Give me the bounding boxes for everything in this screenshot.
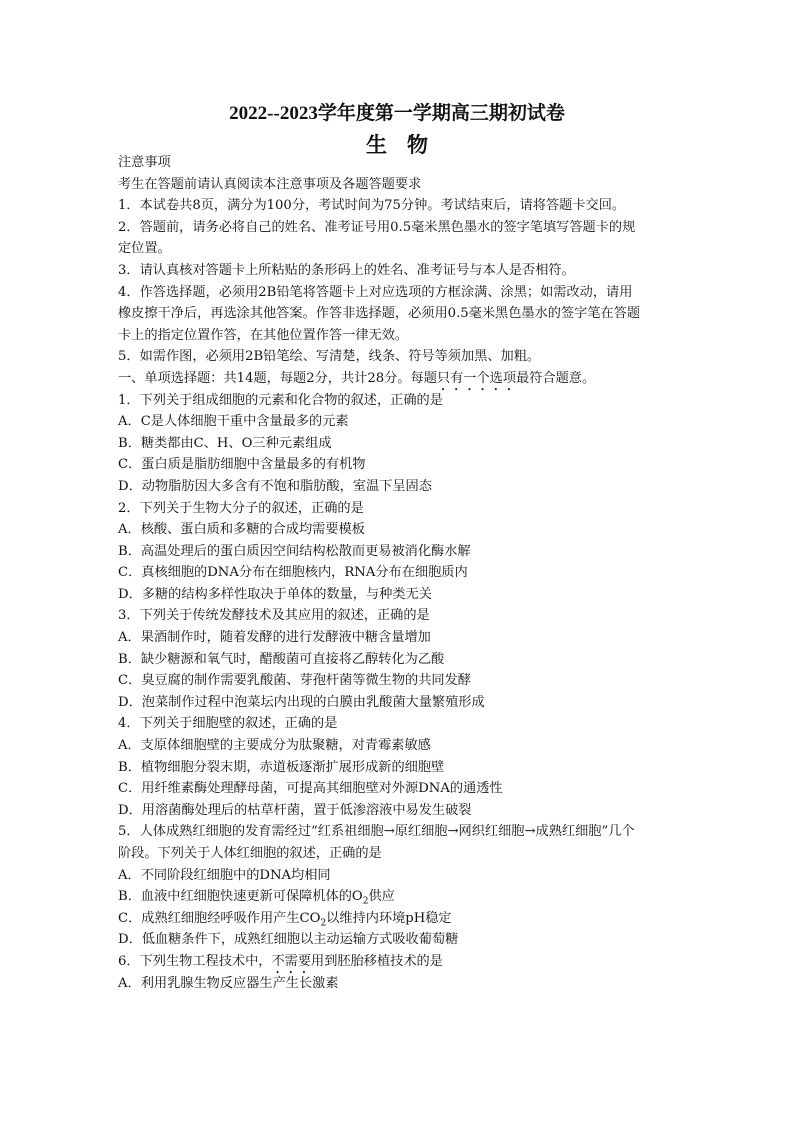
section-heading-pre: 一、单项选择题：共14题，每题2分，共计28分。每题: [118, 370, 437, 386]
section-heading: [118, 368, 688, 390]
subscript-2: 2: [320, 918, 327, 929]
question-3-option-d: D．泡菜制作过程中泡菜坛内出现的白膜由乳酸菌大量繁殖形成: [118, 694, 485, 710]
question-4-option-c: C．用纤维素酶处理酵母菌，可提高其细胞壁对外源DNA的通透性: [118, 781, 503, 797]
notice-item-2-cont: 定位置。: [118, 241, 171, 257]
notice-item-4: 4．作答选择题，必须用2B铅笔将答题卡上对应选项的方框涂满、涂黑；如需改动，请用: [118, 284, 633, 300]
question-3-option-b: B．缺少糖源和氧气时，醋酸菌可直接将乙醇转化为乙酸: [118, 651, 445, 667]
question-5-option-c: [118, 908, 688, 930]
question-5-stem: 5．人体成熟红细胞的发育需经过“红系祖细胞→原红细胞→网织红细胞→成熟红细胞”几个: [118, 824, 635, 840]
question-5-option-c-tail: 以维持内环境pH稳定: [326, 910, 452, 926]
question-5-option-b-text: B．血液中红细胞快速更新可保障机体的O: [118, 889, 363, 905]
question-6-option-a: A．利用乳腺生物反应器生产生长激素: [118, 975, 339, 991]
question-1-option-a: A．C是人体细胞干重中含量最多的元素: [118, 414, 349, 430]
question-2-option-b: B．高温处理后的蛋白质因空间结构松散而更易被消化酶水解: [118, 543, 471, 559]
section-heading-emphasis: 只有一个选项: [436, 370, 517, 386]
question-4-option-d: D．用溶菌酶处理后的枯草杆菌，置于低渗溶液中易发生破裂: [118, 802, 472, 818]
notice-item-4-cont: 橡皮擦干净后，再选涂其他答案。作答非选择题，必须用0.5毫米黑色墨水的签字笔在答题: [118, 306, 641, 322]
notice-item-4-cont2: 卡上的指定位置作答，在其他位置作答一律无效。: [118, 327, 409, 343]
notice-item-5: 5．如需作图，必须用2B铅笔绘、写清楚，线条、符号等须加黑、加粗。: [118, 349, 541, 365]
question-6-stem: [118, 951, 688, 973]
question-1-option-d: D．动物脂肪因大多含有不饱和脂肪酸，室温下呈固态: [118, 478, 432, 494]
question-1-stem: 1．下列关于组成细胞的元素和化合物的叙述，正确的是: [118, 392, 443, 408]
exam-body: [118, 152, 688, 994]
notice-heading: 注意事项: [118, 155, 171, 170]
notice-intro: 考生在答题前请认真阅读本注意事项及各题答题要求: [118, 176, 422, 192]
question-5-option-a: A．不同阶段红细胞中的DNA均相同: [118, 867, 331, 883]
question-3-option-a: A．果酒制作时，随着发酵的进行发酵液中糖含量增加: [118, 630, 431, 646]
question-3-stem: 3．下列关于传统发酵技术及其应用的叙述，正确的是: [118, 608, 430, 624]
exam-title: 2022--2023学年度第一学期高三期初试卷: [229, 103, 565, 124]
subject-title: 生物: [366, 133, 448, 157]
question-2-stem: 2．下列关于生物大分子的叙述，正确的是: [118, 500, 364, 516]
question-2-option-d: D．多糖的结构多样性取决于单体的数量，与种类无关: [118, 586, 432, 602]
section-heading-post: 最符合题意。: [516, 370, 596, 386]
question-2-option-a: A．核酸、蛋白质和多糖的合成均需要模板: [118, 522, 365, 538]
subscript-2: 2: [362, 896, 369, 907]
question-4-option-b: B．植物细胞分裂末期，赤道板逐渐扩展形成新的细胞壁: [118, 759, 445, 775]
question-6-stem-pre: 6．下列生物工程技术中，: [118, 953, 272, 969]
notice-item-3: 3．请认真核对答题卡上所粘贴的条形码上的姓名、准考证号与本人是否相符。: [118, 262, 575, 278]
question-3-option-c: C．臭豆腐的制作需要乳酸菌、芽孢杆菌等微生物的共同发酵: [118, 673, 471, 689]
question-6-stem-post: 用到胚胎移植技术的是: [311, 953, 443, 969]
question-5-option-b: [118, 886, 688, 908]
question-5-option-d: D．低血糖条件下，成熟红细胞以主动运输方式吸收葡萄糖: [118, 932, 459, 948]
notice-item-1: 1．本试卷共8页，满分为100分，考试时间为75分钟。考试结束后，请将答题卡交回。: [118, 198, 626, 214]
notice-item-2: 2．答题前，请务必将自己的姓名、准考证号用0.5毫米黑色墨水的签字笔填写答题卡的规: [118, 219, 636, 235]
question-1-option-c: C．蛋白质是脂肪细胞中含量最多的有机物: [118, 457, 366, 473]
question-4-stem: 4．下列关于细胞壁的叙述，正确的是: [118, 716, 338, 732]
question-5-stem-cont: 阶段。下列关于人体红细胞的叙述，正确的是: [118, 846, 382, 861]
question-6-stem-emphasis: 不需要: [271, 953, 312, 969]
question-2-option-c: C．真核细胞的DNA分布在细胞核内，RNA分布在细胞质内: [118, 565, 468, 581]
question-1-option-b: B．糖类都由C、H、O三种元素组成: [118, 435, 332, 451]
question-5-option-c-text: C．成熟红细胞经呼吸作用产生CO: [118, 910, 321, 926]
question-5-option-b-tail: 供应: [368, 889, 395, 905]
question-4-option-a: A．支原体细胞壁的主要成分为肽聚糖，对青霉素敏感: [118, 738, 431, 754]
